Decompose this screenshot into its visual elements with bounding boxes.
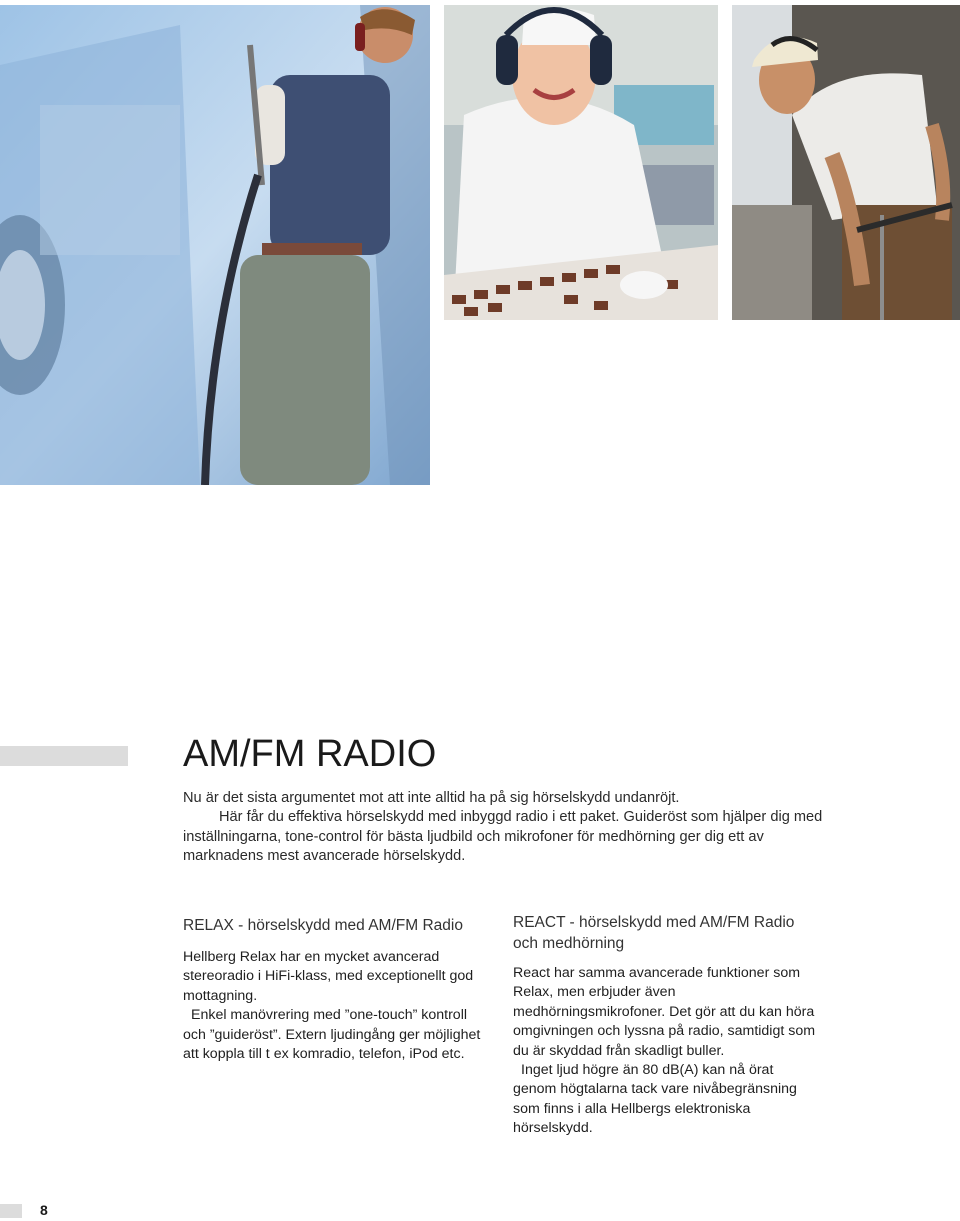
construction-worker-image — [732, 5, 960, 320]
food-worker-image — [444, 5, 718, 320]
relax-body — [183, 948, 488, 1064]
react-body — [513, 964, 818, 1139]
intro-line-2-text: Här får du effektiva hörselskydd med inbyggd radio i ett paket. Guideröst som hjälper dig med inställningarna, tone-control för bästa ljudbild och mikrofoner för medhörning ger dig ett av marknadens mest avancerade hörselskydd. — [183, 809, 823, 865]
pressure-washing-image — [0, 5, 430, 485]
relax-paragraph-2: Enkel manövrering med ”one-touch” kontroll och ”guideröst”. Extern ljudingång ger möjlighet att koppla till t ex komradio, telefon, iPod etc. — [183, 1007, 481, 1063]
title-accent-bar — [0, 746, 128, 766]
page-number: 8 — [40, 1202, 48, 1218]
react-paragraph-1: React har samma avancerade funktioner som Relax, men erbjuder även medhörningsmikrofoner. Det gör att du kan höra omgivningen och lyssna på radio, samtidigt som du är skyddad från skadligt buller. — [513, 965, 816, 1059]
react-heading: REACT - hörselskydd med AM/FM Radio och medhörning — [513, 914, 795, 952]
intro-line-1: Nu är det sista argumentet mot att inte alltid ha på sig hörselskydd undanröjt. — [183, 790, 680, 806]
react-paragraph-2: Inget ljud högre än 80 dB(A) kan nå örat genom högtalarna tack vare nivåbegränsning som finns i alla Hellbergs elektroniska hörselskydd. — [513, 1062, 797, 1137]
relax-heading: RELAX - hörselskydd med AM/FM Radio — [183, 917, 463, 934]
relax-paragraph-1: Hellberg Relax har en mycket avancerad stereoradio i HiFi-klass, med exceptionellt god mottagning. — [183, 949, 474, 1004]
intro-text — [183, 789, 823, 867]
footer-accent-bar — [0, 1204, 22, 1218]
photo-pressure-washing — [0, 5, 430, 485]
photo-food-worker — [444, 5, 718, 320]
relax-column — [183, 912, 488, 1064]
page-title: AM/FM RADIO — [183, 733, 437, 775]
react-column — [513, 912, 818, 1139]
intro-line-2 — [183, 808, 823, 866]
photo-construction-worker — [732, 5, 960, 320]
